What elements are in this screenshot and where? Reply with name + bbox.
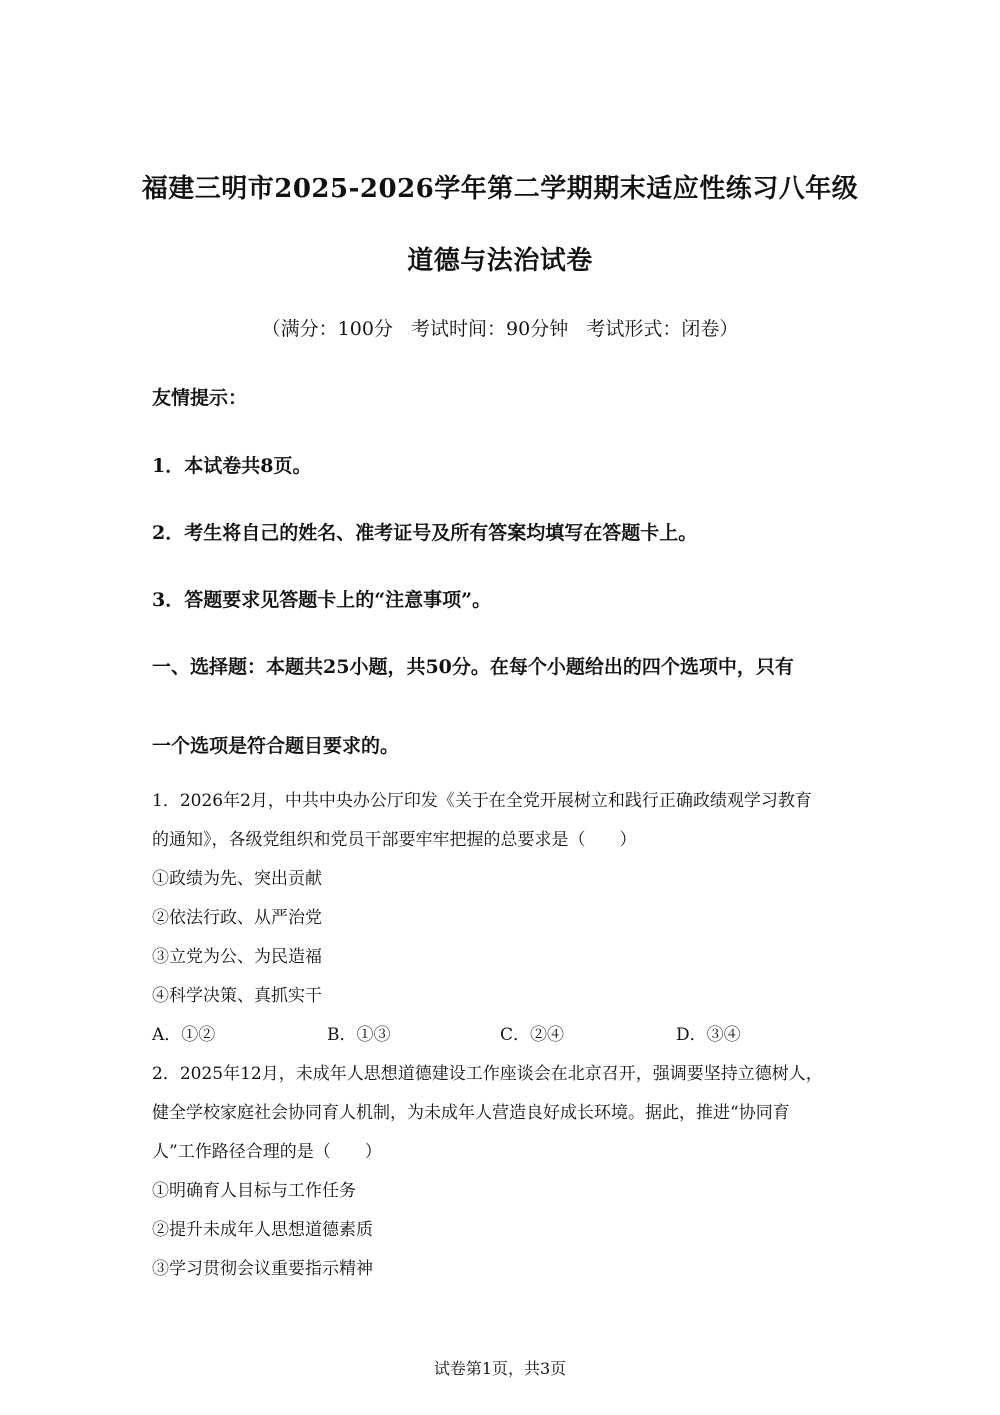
answer-option-b: B．①③	[327, 1025, 391, 1045]
question-stem-line: 1．2026年2月，中共中央办公厅印发《关于在全党开展树立和践行正确政绩观学习教育	[152, 791, 812, 811]
exam-duration: 考试时间：90分钟	[411, 318, 569, 340]
tip-item: 3．答题要求见答题卡上的“注意事项”。	[152, 589, 492, 611]
page-footer: 试卷第1页，共3页	[433, 1359, 567, 1378]
question-statement: ①政绩为先、突出贡献	[152, 869, 322, 889]
section-heading-line-1: 一、选择题：本题共25小题，共50分。在每个小题给出的四个选项中，只有	[152, 656, 794, 678]
question-statement: ①明确育人目标与工作任务	[152, 1181, 356, 1201]
answer-option-d: D．③④	[676, 1025, 741, 1045]
answer-option-a: A．①②	[152, 1025, 216, 1045]
question-statement: ③学习贯彻会议重要指示精神	[152, 1259, 373, 1279]
section-heading-line-2: 一个选项是符合题目要求的。	[152, 735, 400, 757]
question-stem-line: 人”工作路径合理的是（ ）	[152, 1142, 382, 1162]
answer-option-c: C．②④	[500, 1025, 565, 1045]
exam-full-score: （满分：100分	[261, 318, 393, 340]
question-stem-line: 健全学校家庭社会协同育人机制，为未成年人营造良好成长环境。据此，推进“协同育	[152, 1103, 790, 1123]
tips-heading: 友情提示：	[152, 387, 248, 409]
question-stem-line: 2．2025年12月，未成年人思想道德建设工作座谈会在北京召开，强调要坚持立德树人，	[152, 1064, 823, 1084]
question-statement: ④科学决策、真抓实干	[152, 986, 322, 1006]
question-stem-line: 的通知》，各级党组织和党员干部要牢牢把握的总要求是（ ）	[152, 830, 637, 850]
tip-item: 2．考生将自己的姓名、准考证号及所有答案均填写在答题卡上。	[152, 522, 698, 544]
question-statement: ③立党为公、为民造福	[152, 947, 322, 967]
question-statement: ②提升未成年人思想道德素质	[152, 1220, 373, 1240]
exam-info	[0, 314, 1000, 341]
tip-item: 1．本试卷共8页。	[152, 455, 312, 477]
question-statement: ②依法行政、从严治党	[152, 908, 322, 928]
exam-title-line-2: 道德与法治试卷	[407, 246, 593, 276]
exam-form: 考试形式：闭卷）	[586, 318, 739, 340]
exam-title-line-1: 福建三明市2025-2026学年第二学期期末适应性练习八年级	[141, 174, 859, 204]
